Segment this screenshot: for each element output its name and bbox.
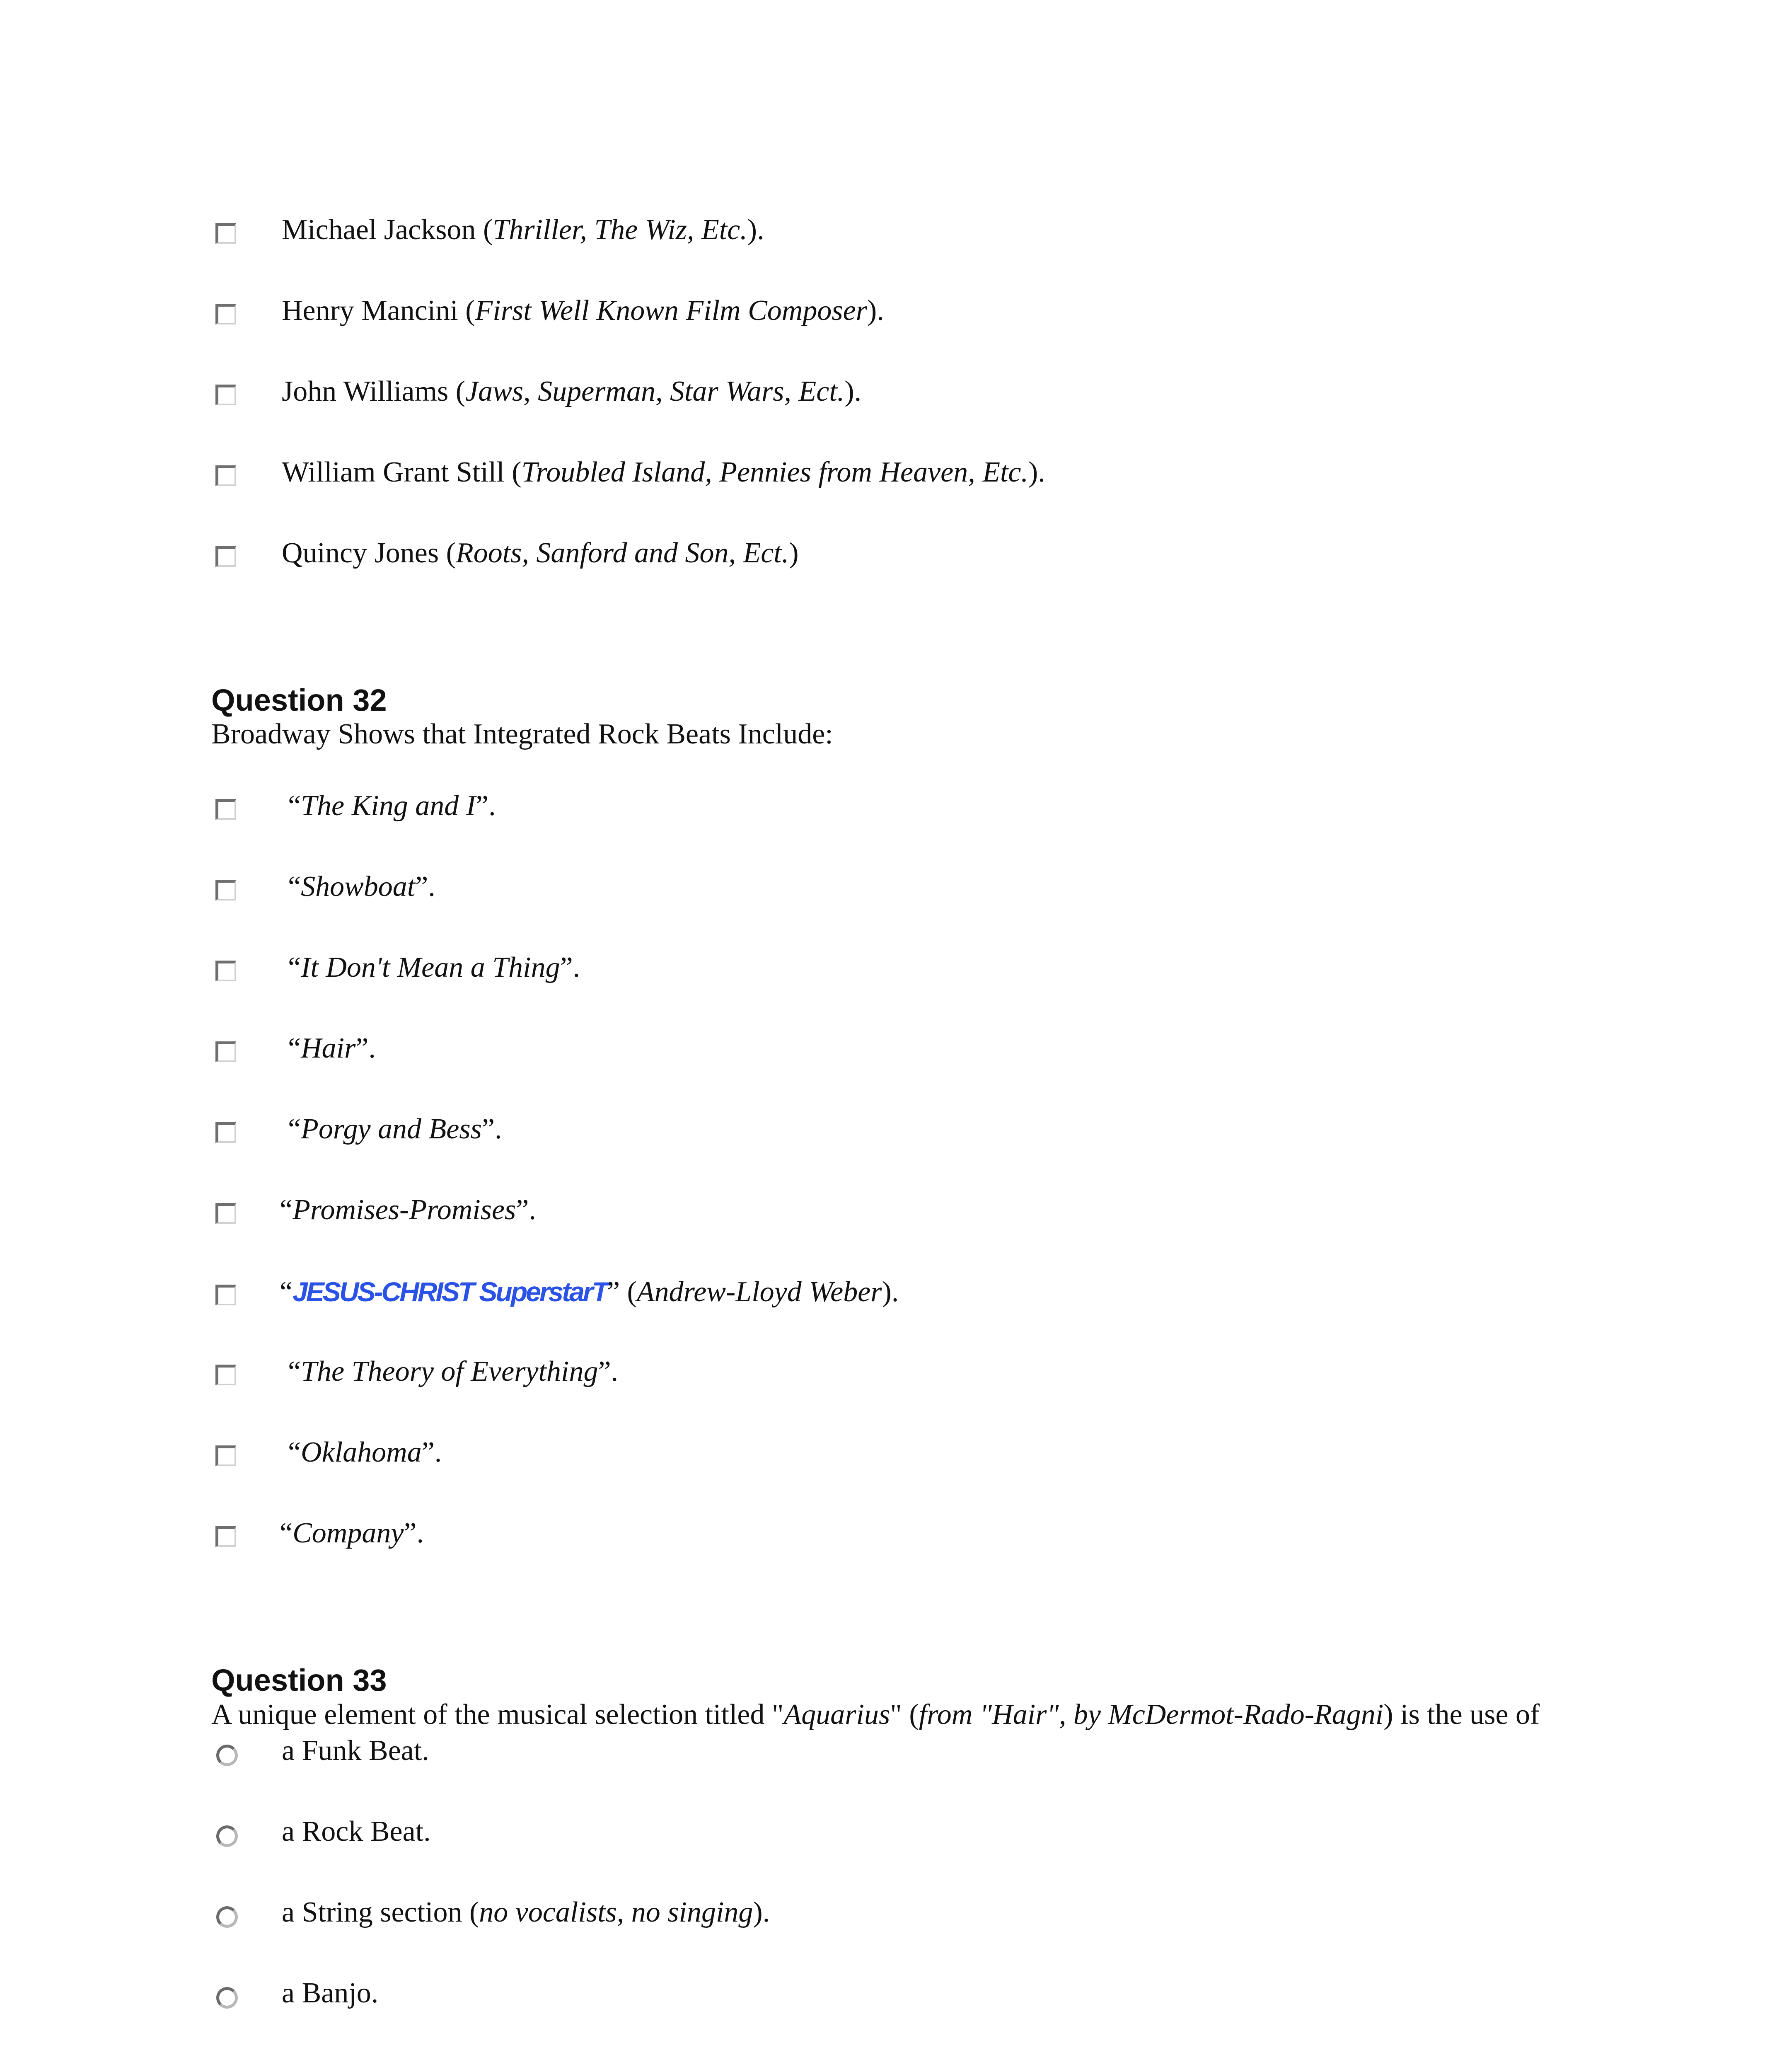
q32-option	[0, 1510, 1789, 1560]
option-text: “Hair”.	[288, 1032, 376, 1064]
q31-option	[0, 369, 1789, 419]
q33-option	[0, 1890, 1789, 1939]
jesus-christ-superstar-title: JESUS-CHRIST SuperstarT	[293, 1276, 607, 1307]
option-text: a Banjo.	[282, 1977, 379, 2009]
checkbox[interactable]	[215, 546, 236, 567]
option-text: “Porgy and Bess”.	[288, 1113, 502, 1145]
q32-option	[0, 1106, 1789, 1156]
option-text: “Oklahoma”.	[288, 1436, 442, 1468]
q32-option	[0, 864, 1789, 914]
option-text: Michael Jackson (Thriller, The Wiz, Etc.).	[282, 214, 764, 246]
option-text: “Showboat”.	[288, 871, 435, 903]
checkbox[interactable]	[215, 1365, 236, 1385]
radio-button[interactable]	[216, 1825, 238, 1847]
checkbox[interactable]	[215, 385, 236, 405]
q32-option	[0, 1430, 1789, 1479]
q31-option	[0, 288, 1789, 338]
q32-option	[0, 1349, 1789, 1399]
q31-option	[0, 530, 1789, 580]
q33-option	[0, 1970, 1789, 2020]
checkbox[interactable]	[215, 304, 236, 324]
checkbox[interactable]	[215, 1285, 236, 1305]
q33-option	[0, 1809, 1789, 1859]
question-32-prompt: Broadway Shows that Integrated Rock Beats Include:	[211, 718, 833, 750]
option-text: William Grant Still (Troubled Island, Pennies from Heaven, Etc.).	[282, 456, 1045, 488]
checkbox[interactable]	[215, 465, 236, 486]
checkbox[interactable]	[215, 1122, 236, 1143]
question-33-prompt: A unique element of the musical selection titled "Aquarius" (from "Hair", by McDermot-Rado-Ragni) is the use of	[211, 1699, 1540, 1731]
q32-option	[0, 945, 1789, 995]
checkbox[interactable]	[215, 799, 236, 820]
option-text: Henry Mancini (First Well Known Film Composer).	[282, 295, 884, 327]
option-text: a Funk Beat.	[282, 1735, 429, 1767]
option-text: a String section (no vocalists, no singing).	[282, 1896, 770, 1928]
checkbox[interactable]	[215, 1203, 236, 1224]
option-text: “JESUS-CHRIST SuperstarT” (Andrew-Lloyd Weber).	[280, 1276, 899, 1308]
q33-option	[0, 1728, 1789, 1778]
radio-button[interactable]	[216, 1745, 238, 1766]
q32-option	[0, 1269, 1789, 1319]
option-text: Quincy Jones (Roots, Sanford and Son, Ect.)	[282, 537, 799, 569]
radio-button[interactable]	[216, 1987, 238, 2009]
option-text: “Company”.	[280, 1517, 424, 1549]
checkbox[interactable]	[215, 1445, 236, 1466]
question-32-title: Question 32	[211, 683, 387, 717]
checkbox[interactable]	[215, 961, 236, 981]
option-text: “The King and I”.	[288, 790, 496, 822]
option-text: a Rock Beat.	[282, 1815, 431, 1847]
option-text: “Promises-Promises”.	[280, 1194, 536, 1226]
q31-option	[0, 450, 1789, 499]
q32-option	[0, 1026, 1789, 1075]
radio-button[interactable]	[216, 1906, 238, 1928]
checkbox[interactable]	[215, 1041, 236, 1062]
q32-option	[0, 1187, 1789, 1237]
checkbox[interactable]	[215, 1526, 236, 1547]
checkbox[interactable]	[215, 880, 236, 900]
checkbox[interactable]	[215, 223, 236, 244]
option-text: “It Don't Mean a Thing”.	[288, 951, 580, 983]
option-text: “The Theory of Everything”.	[288, 1356, 619, 1387]
option-text: John Williams (Jaws, Superman, Star Wars, Ect.).	[282, 375, 862, 407]
q32-option	[0, 783, 1789, 833]
question-33-title: Question 33	[211, 1663, 387, 1697]
q31-option	[0, 207, 1789, 257]
